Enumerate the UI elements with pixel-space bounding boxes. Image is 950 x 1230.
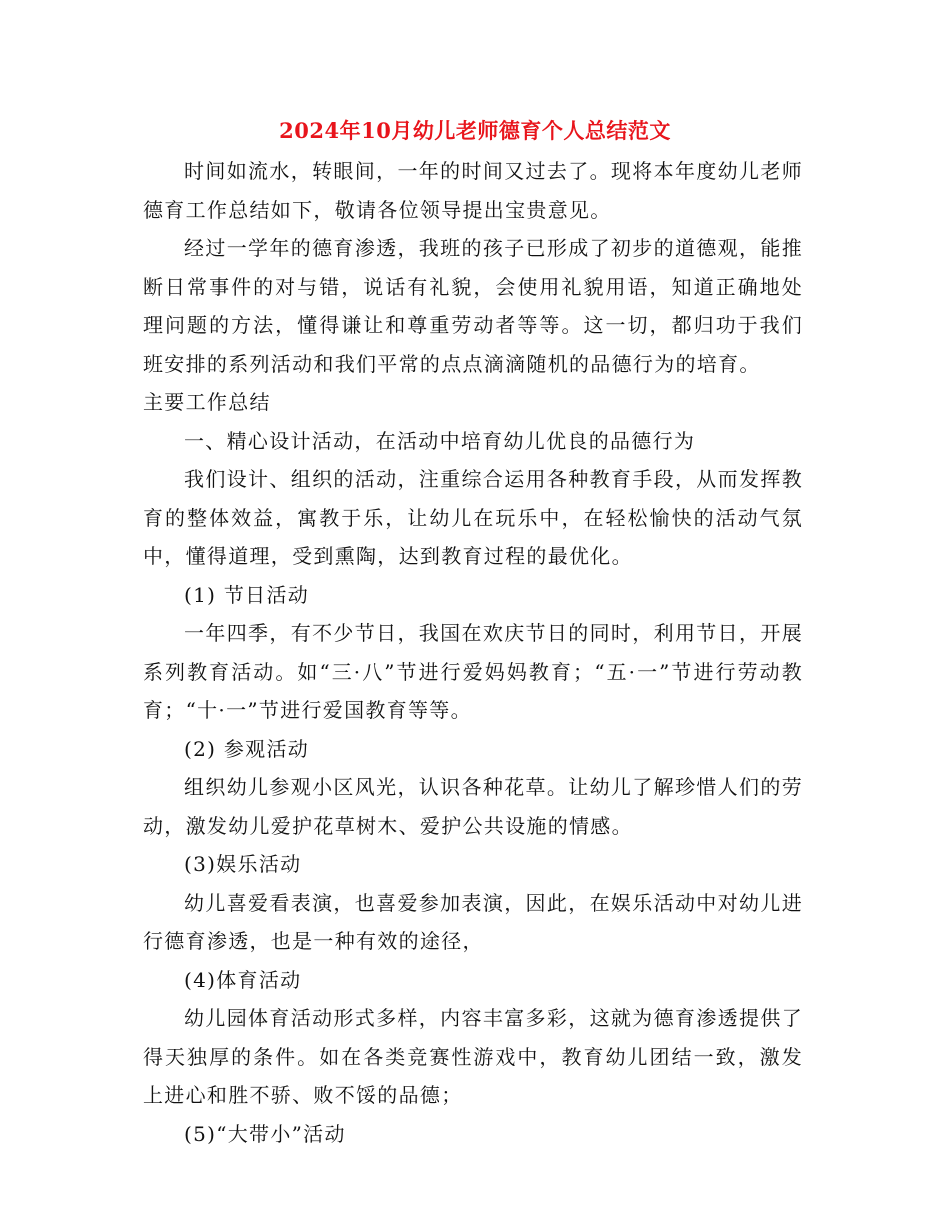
item-heading-entertainment: (3)娱乐活动	[184, 852, 302, 876]
paragraph-activities: 我们设计、组织的活动，注重综合运用各种教育手段，从而发挥教育的整体效益，寓教于乐，让幼儿在玩乐中，在轻松愉快的活动气氛中，懂得道理，受到熏陶，达到教育过程的最优化。	[143, 467, 803, 568]
section-heading: 主要工作总结	[143, 390, 271, 414]
paragraph-visit: 组织幼儿参观小区风光，认识各种花草。让幼儿了解珍惜人们的劳动，激发幼儿爱护花草树木、爱护公共设施的情感。	[143, 775, 803, 838]
document-body	[143, 152, 803, 1153]
subsection-heading: 一、精心设计活动，在活动中培育幼儿优良的品德行为	[184, 428, 696, 453]
paragraph-overview: 经过一学年的德育渗透，我班的孩子已形成了初步的道德观，能推断日常事件的对与错，说话有礼貌，会使用礼貌用语，知道正确地处理问题的方法，懂得谦让和尊重劳动者等等。这一切，都归功于我们班安排的系列活动和我们平常的点点滴滴随机的品德行为的培育。	[143, 236, 803, 376]
item-heading-big-small: (5)“大带小”活动	[184, 1121, 346, 1146]
item-heading-festival: (1) 节日活动	[184, 582, 310, 607]
item-heading-sports: (4)体育活动	[184, 967, 302, 992]
paragraph-festival: 一年四季，有不少节日，我国在欢庆节日的同时，利用节日，开展系列教育活动。如“三·八”节进行爱妈妈教育；“五·一”节进行劳动教育；“十·一”节进行爱国教育等等。	[143, 621, 803, 722]
paragraph-intro: 时间如流水，转眼间，一年的时间又过去了。现将本年度幼儿老师德育工作总结如下，敬请各位领导提出宝贵意见。	[143, 159, 803, 222]
item-heading-visit: (2) 参观活动	[184, 736, 310, 761]
document-title: 2024年10月幼儿老师德育个人总结范文	[279, 118, 671, 143]
paragraph-entertainment: 幼儿喜爱看表演，也喜爱参加表演，因此，在娱乐活动中对幼儿进行德育渗透，也是一种有效的途径，	[143, 890, 803, 953]
paragraph-sports: 幼儿园体育活动形式多样，内容丰富多彩，这就为德育渗透提供了得天独厚的条件。如在各类竞赛性游戏中，教育幼儿团结一致，激发上进心和胜不骄、败不馁的品德；	[143, 1006, 803, 1107]
